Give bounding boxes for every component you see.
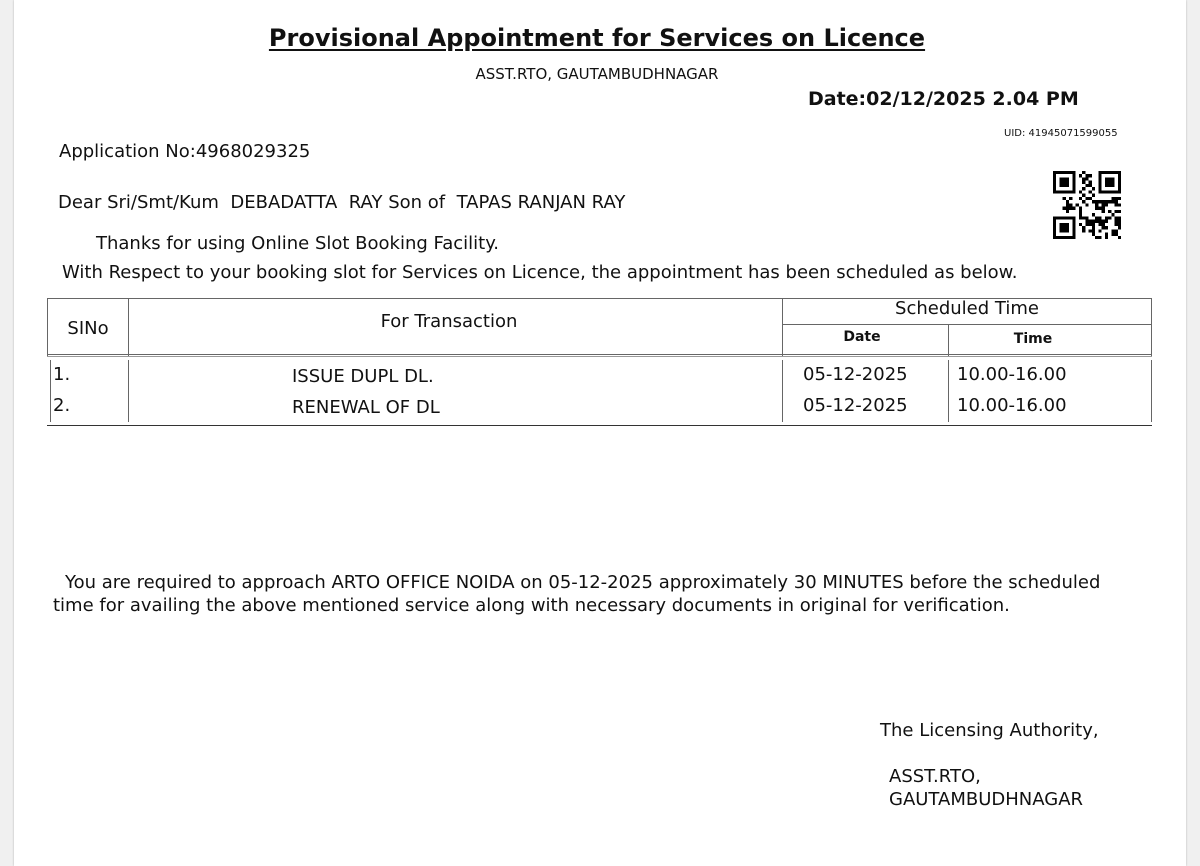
parent-name: TAPAS RANJAN RAY — [456, 192, 626, 213]
row-transaction: RENEWAL OF DL — [292, 397, 440, 418]
application-label: Application No: — [59, 141, 196, 162]
salutation-prefix: Dear Sri/Smt/Kum — [58, 192, 219, 213]
row-date: 05-12-2025 — [803, 364, 908, 385]
document-title: Provisional Appointment for Services on Licence — [268, 24, 926, 52]
header-time: Time — [1013, 331, 1053, 347]
instruction-text: You are required to approach ARTO OFFICE NOIDA on 05-12-2025 approximately 30 MINUTES before the scheduled time for availing the above mentioned service along with necessary documents in original for verification. — [53, 572, 1101, 616]
row-time: 10.00-16.00 — [957, 364, 1067, 385]
header-scheduled-time: Scheduled Time — [895, 298, 1039, 319]
issue-date — [808, 88, 1079, 110]
row-transaction: ISSUE DUPL DL. — [292, 366, 434, 387]
uid — [1004, 128, 1118, 139]
signature-office-line2: GAUTAMBUDHNAGAR — [889, 789, 1084, 810]
applicant-name: DEBADATTA RAY — [230, 192, 383, 213]
signature-authority: The Licensing Authority, — [880, 720, 1099, 741]
application-value: 4968029325 — [195, 141, 311, 162]
salutation — [58, 192, 625, 213]
date-label: Date: — [808, 88, 867, 110]
signature-office-line1: ASST.RTO, — [889, 766, 981, 787]
qr-code-icon — [1053, 171, 1121, 239]
row-time: 10.00-16.00 — [957, 395, 1067, 416]
row-sino: 1. — [53, 364, 71, 385]
header-transaction: For Transaction — [380, 311, 518, 332]
uid-value: 41945071599055 — [1028, 128, 1118, 139]
date-value: 02/12/2025 2.04 PM — [866, 88, 1079, 110]
signature-office — [889, 765, 1149, 811]
row-date: 05-12-2025 — [803, 395, 908, 416]
thanks-text: Thanks for using Online Slot Booking Facility. — [96, 233, 500, 254]
uid-label: UID: — [1004, 128, 1026, 139]
row-sino: 2. — [53, 395, 71, 416]
header-sino: SINo — [67, 318, 109, 339]
header-date: Date — [843, 329, 881, 345]
office-name: ASST.RTO, GAUTAMBUDHNAGAR — [475, 65, 719, 83]
intro-text: With Respect to your booking slot for Services on Licence, the appointment has been scheduled as below. — [62, 262, 1018, 283]
application-number — [59, 141, 310, 162]
relation-text: Son of — [388, 192, 446, 213]
